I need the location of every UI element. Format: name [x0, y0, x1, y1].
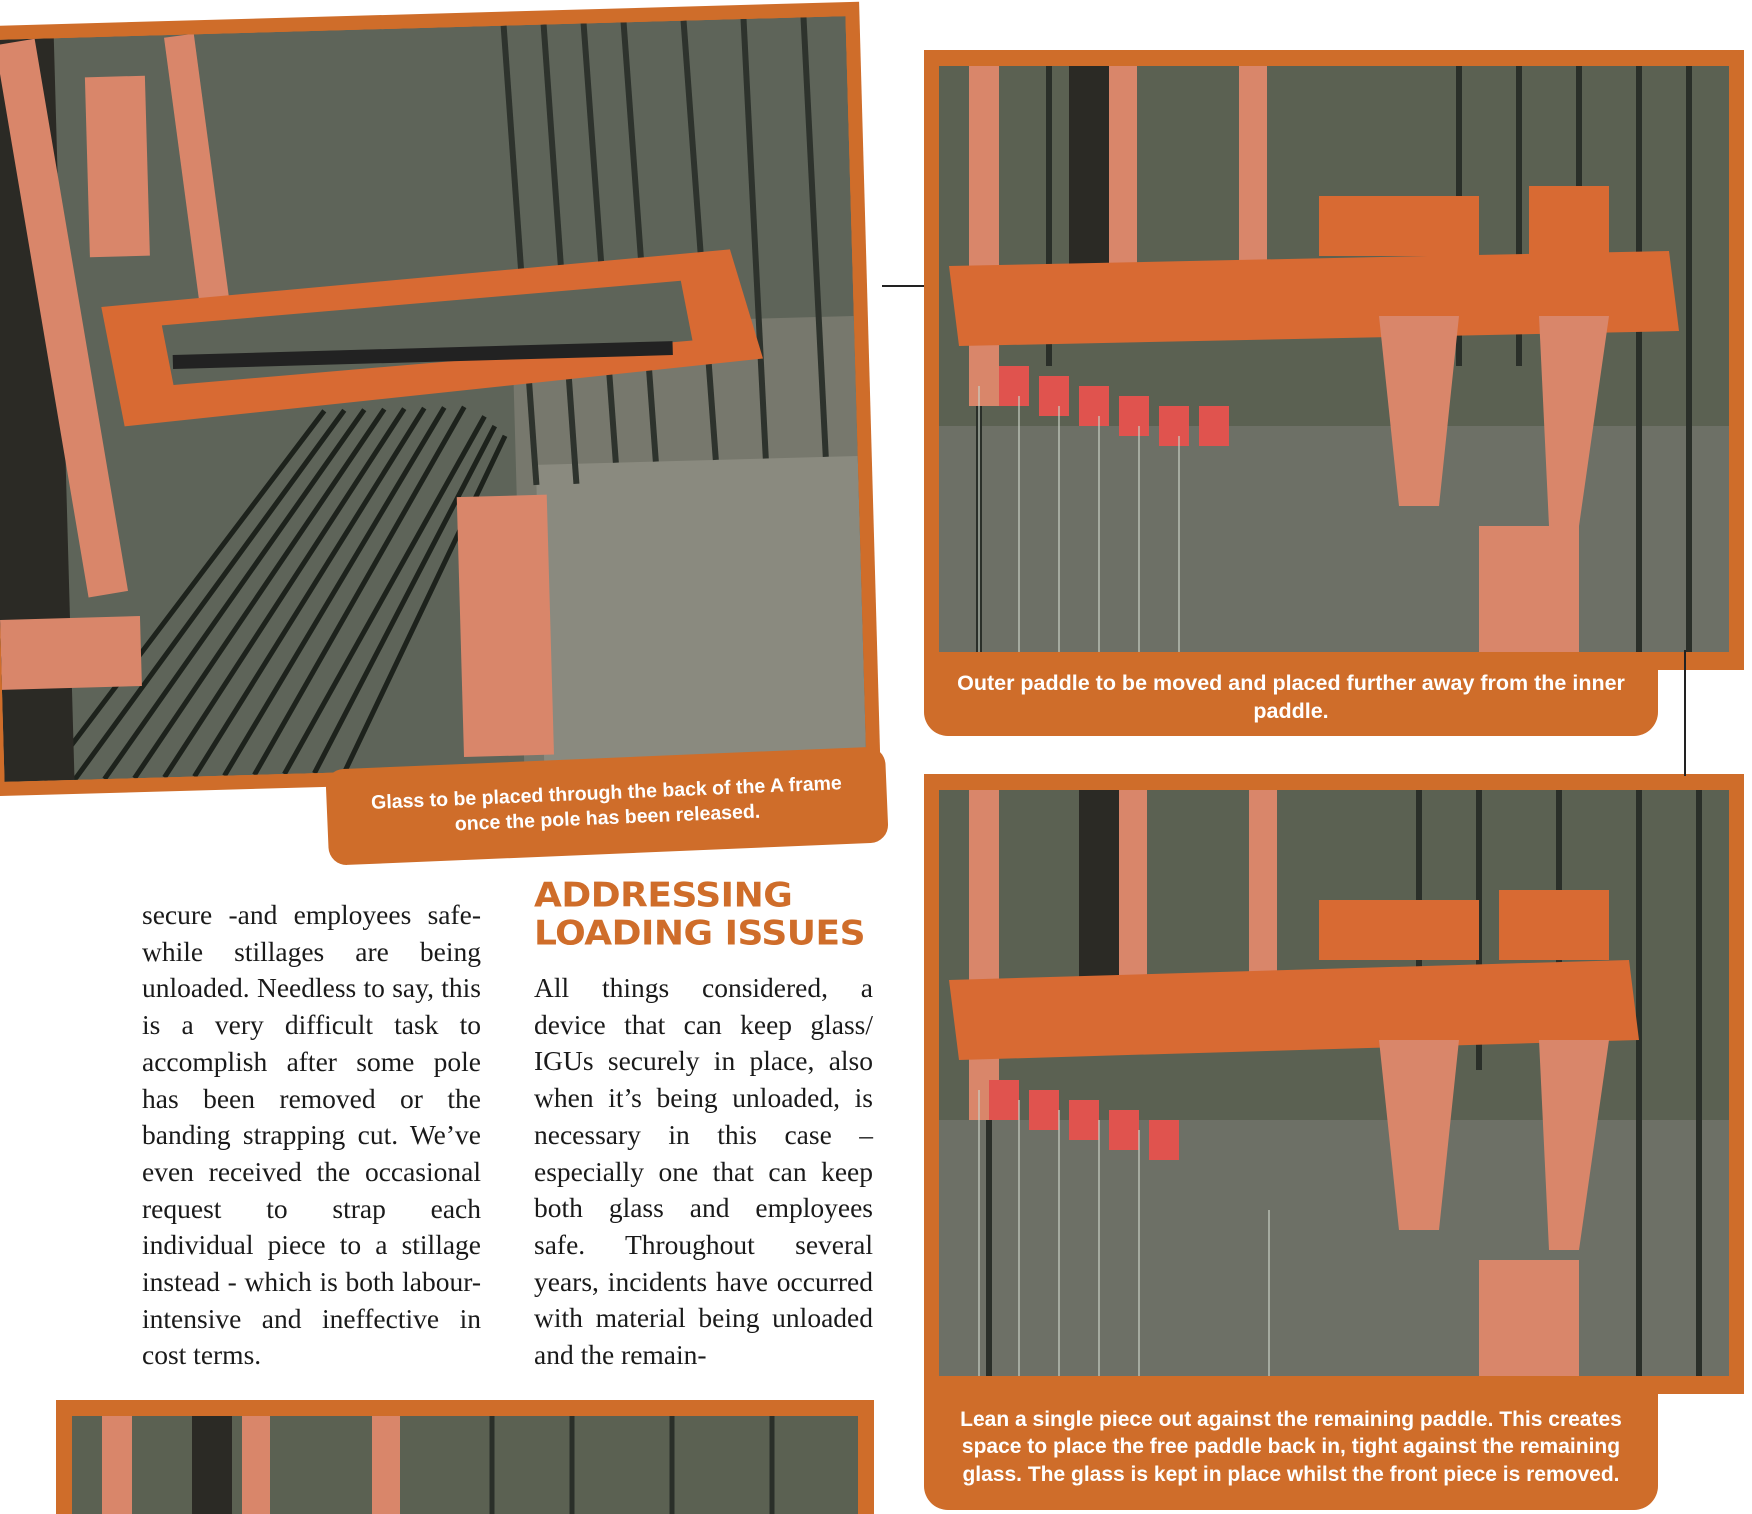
photo-outer-paddle — [939, 66, 1729, 652]
caption-top-right — [924, 660, 1658, 736]
caption-middle-right-text: Lean a single piece out against the remaining paddle. This creates space to place the free paddle back in, tight against the remaining glass. The glass is kept in place whilst the front piece is removed. — [960, 1408, 1622, 1486]
photo-frame-top-left — [0, 2, 881, 797]
photo-lean-single-piece — [939, 790, 1729, 1376]
article-column-1 — [142, 897, 481, 1374]
caption-top-right-text: Outer paddle to be moved and placed further away from the inner paddle. — [957, 671, 1625, 723]
connector-line-top — [882, 285, 924, 287]
article-column-2-text: All things considered, a device that can keep glass/ IGUs securely in place, also when it’s being unloaded, is necessary in this case – especially one that can keep both glass and employees safe. Throughout several years, incidents have occurred with material being unloaded and the remain- — [534, 972, 873, 1371]
photo-bottom-partial — [72, 1416, 858, 1514]
connector-line-right — [1684, 650, 1686, 776]
caption-top-left-text: Glass to be placed through the back of the A frame once the pole has been released. — [370, 771, 843, 836]
article-column-1-text: secure -and employees safe-while stillages are being unloaded. Needless to say, this is a very difficult task to accomplish after some pole has been removed or the banding strapping cut. We’ve even received the occasional request to strap each individual piece to a stillage instead - which is both labour-intensive and ineffective in cost terms. — [142, 899, 481, 1371]
photo-glass-a-frame — [0, 16, 866, 782]
article-column-2 — [534, 970, 873, 1374]
section-heading: ADDRESSING LOADING ISSUES — [534, 876, 866, 953]
caption-middle-right — [924, 1384, 1658, 1510]
